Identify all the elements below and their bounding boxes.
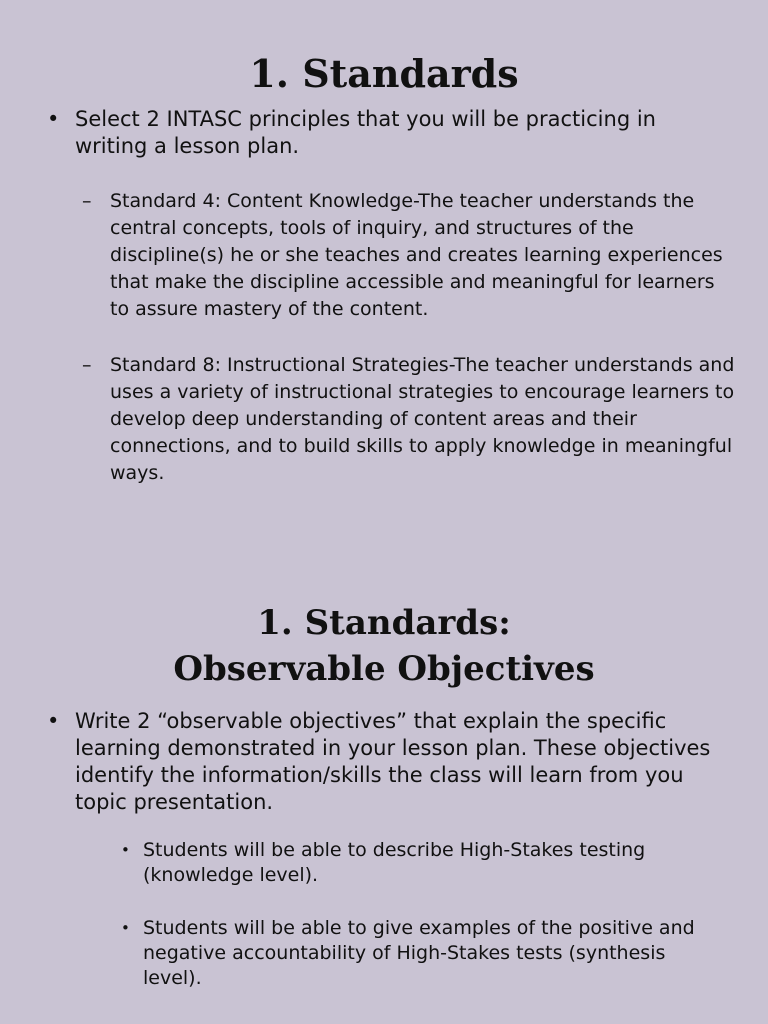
bullet-marker: •	[47, 709, 60, 733]
sub-item-standard-4	[82, 188, 738, 323]
objective-item	[121, 838, 728, 888]
sub-item-text: Standard 4: Content Knowledge-The teacher understands the central concepts, tools of inquiry, and structures of the discipline(s) he or she teaches and creates learning experiences that make the discipline accessible and meaningful for learners to assure mastery of the content.	[110, 190, 723, 320]
dash-marker: –	[82, 190, 92, 212]
slide-observable-objectives	[0, 576, 768, 1024]
slide-title	[0, 576, 768, 692]
bullet-marker: •	[121, 919, 130, 937]
sub-item-text: Standard 8: Instructional Strategies-The teacher understands and uses a variety of instructional strategies to encourage learners to develop deep understanding of content areas and their connections, and to build skills to apply knowledge in meaningful ways.	[110, 354, 735, 484]
bullet-item	[47, 106, 728, 160]
objective-text: Students will be able to give examples of the positive and negative accountability of High-Stakes tests (synthesis level).	[143, 917, 695, 989]
bullet-text: Select 2 INTASC principles that you will be practicing in writing a lesson plan.	[75, 107, 656, 158]
sub-item-standard-8	[82, 352, 738, 487]
title-line-2: Observable Objectives	[173, 649, 595, 689]
objective-text: Students will be able to describe High-Stakes testing (knowledge level).	[143, 839, 646, 886]
bullet-text: Write 2 “observable objectives” that explain the specific learning demonstrated in your lesson plan. These objectives identify the information/skills the class will learn from you topic presentation.	[75, 709, 711, 814]
objective-item	[121, 916, 728, 991]
dash-marker: –	[82, 354, 92, 376]
title-line-1: 1. Standards:	[257, 603, 511, 643]
bullet-marker: •	[47, 107, 60, 131]
bullet-item	[47, 708, 728, 816]
slide-title: 1. Standards	[249, 51, 519, 96]
bullet-marker: •	[121, 841, 130, 859]
